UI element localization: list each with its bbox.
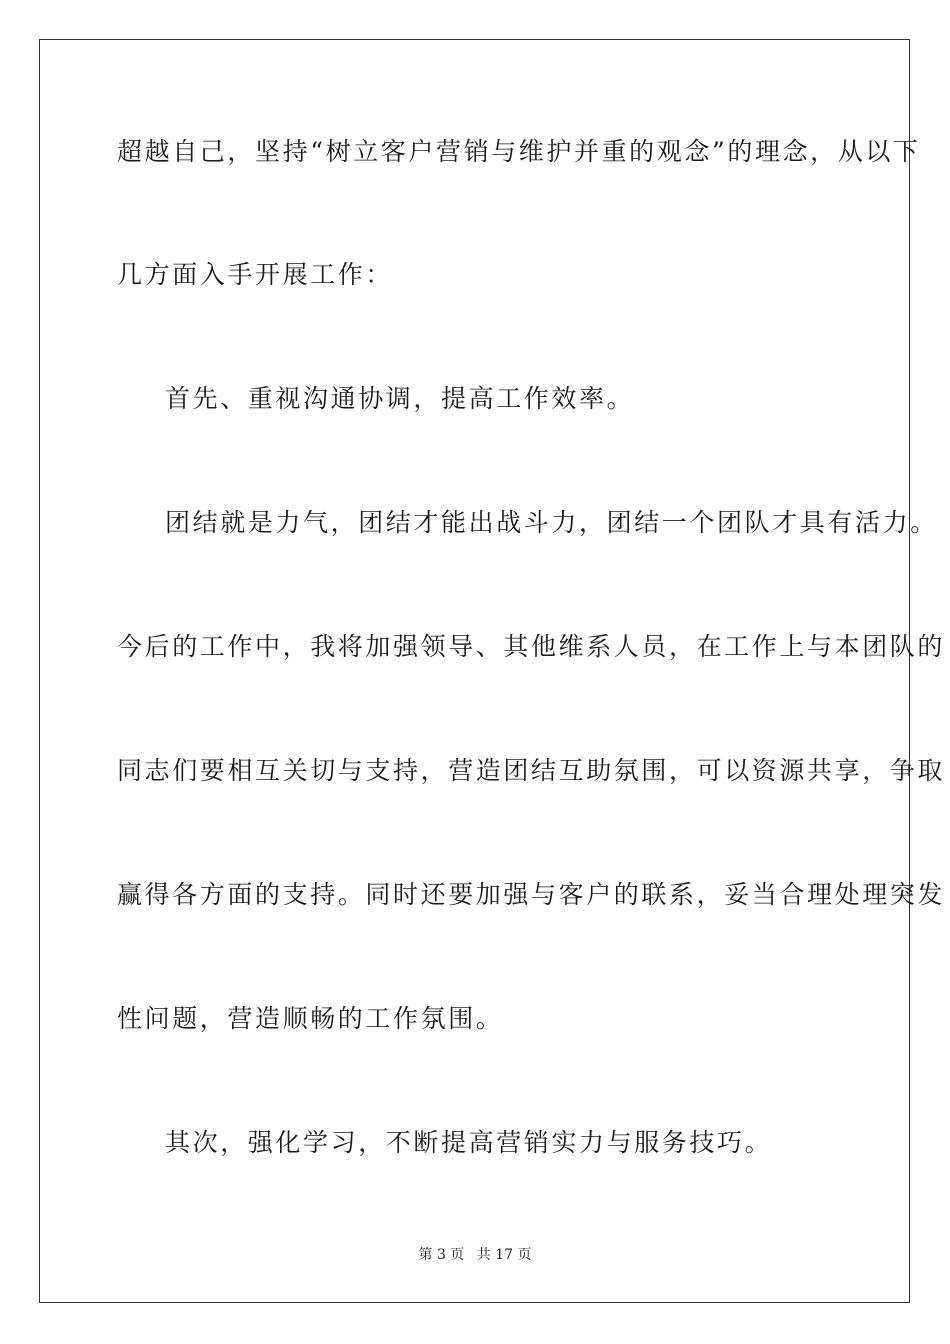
text-line-5: 今后的工作中，我将加强领导、其他维系人员，在工作上与本团队的 (117, 632, 946, 661)
text-line-2: 几方面入手开展工作： (117, 260, 394, 289)
text-line-1: 超越自己，坚持“树立客户营销与维护并重的观念”的理念，从以下 (117, 137, 921, 166)
text-line-6: 同志们要相互关切与支持，营造团结互助氛围，可以资源共享，争取 (117, 756, 946, 785)
section-heading-1: 首先、重视沟通协调，提高工作效率。 (165, 384, 635, 413)
text-line-7: 赢得各方面的支持。同时还要加强与客户的联系，妥当合理处理突发 (117, 880, 946, 909)
text-line-8: 性问题，营造顺畅的工作氛围。 (117, 1004, 504, 1033)
text-line-4: 团结就是力气，团结才能出战斗力，团结一个团队才具有活力。 (165, 508, 938, 537)
page-footer (0, 1246, 950, 1264)
page-total: 共 17 页 (476, 1247, 532, 1263)
section-heading-2: 其次，强化学习，不断提高营销实力与服务技巧。 (165, 1128, 773, 1157)
page-number: 第 3 页 (418, 1247, 465, 1263)
page-frame (39, 39, 946, 1303)
